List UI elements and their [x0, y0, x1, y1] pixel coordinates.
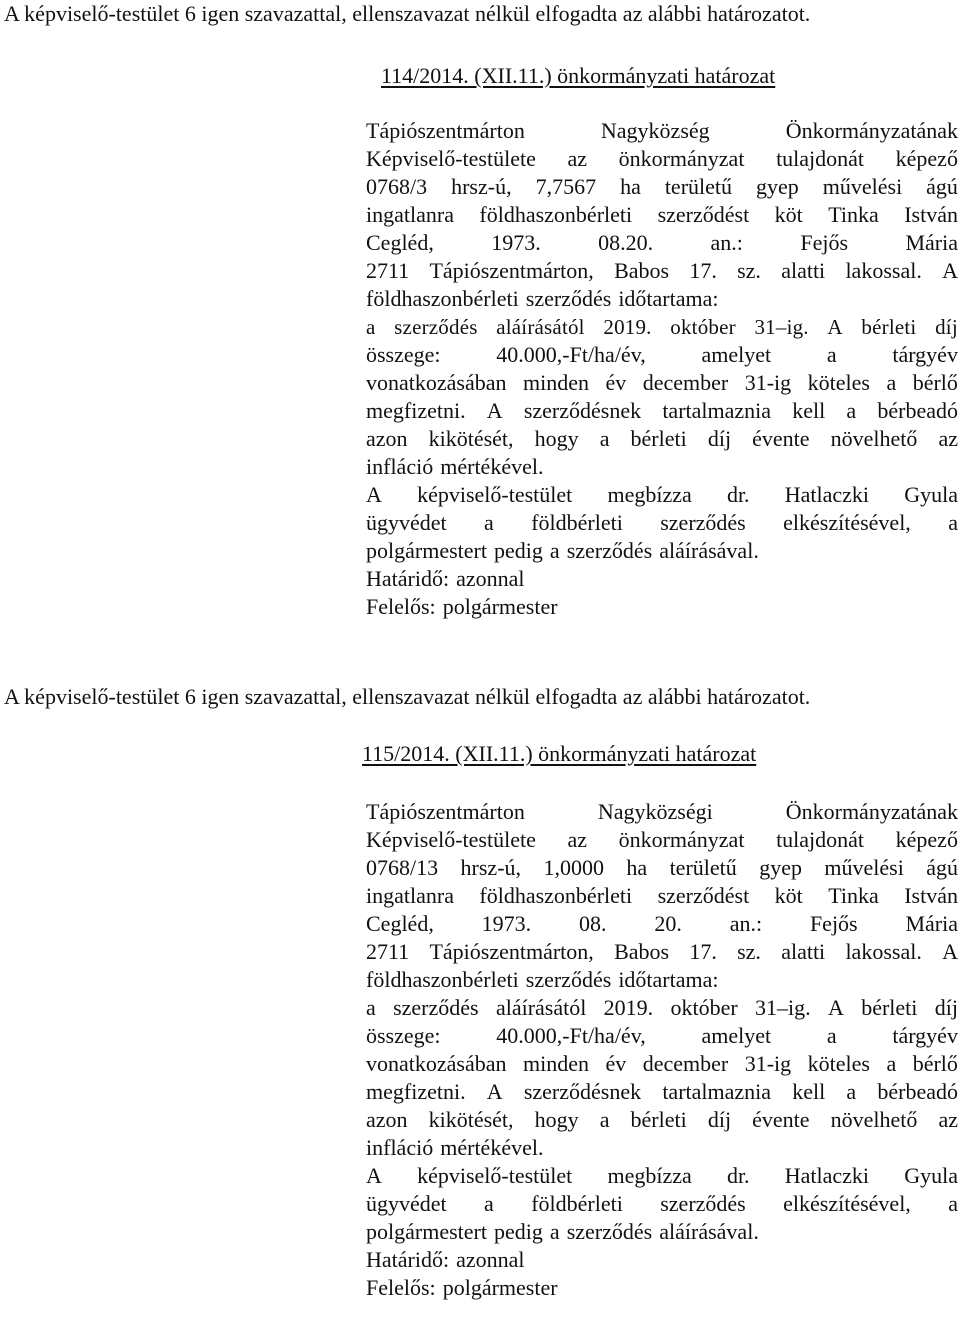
body-line [366, 117, 958, 145]
word: 1973. [491, 230, 541, 255]
word: bérleti [630, 1107, 687, 1132]
word: díj [707, 426, 732, 451]
body-line [366, 369, 958, 397]
word: képező [895, 827, 958, 852]
word: elkészítésével, [783, 510, 911, 535]
word: infláció [366, 454, 434, 479]
word: területű [664, 174, 733, 199]
word: azonnal [456, 566, 525, 591]
word: tartalmaznia [662, 1079, 772, 1104]
body-line [366, 509, 958, 537]
word: december [642, 1051, 729, 1076]
word: 0768/13 [366, 855, 439, 880]
word: A [366, 1163, 382, 1188]
word: 31–ig. [755, 995, 811, 1020]
word: sz. [737, 258, 761, 283]
word: 1973. [481, 911, 532, 936]
word: ha [620, 174, 641, 199]
word: sz. [737, 939, 761, 964]
word: A [486, 398, 503, 423]
word: képviselő-testület [417, 1163, 573, 1188]
word: bérleti [861, 995, 918, 1020]
word: évente [752, 1107, 810, 1132]
word: 31–ig. [754, 315, 809, 339]
body-line [366, 453, 958, 481]
word: Határidő: [366, 1247, 450, 1272]
word: a [599, 1107, 610, 1132]
word: A [366, 482, 382, 507]
word: 17. [689, 258, 717, 283]
body-line [366, 854, 958, 882]
responsible-line [366, 1274, 958, 1302]
body-line [366, 425, 958, 453]
word: ügyvédet [366, 1191, 447, 1216]
word: az [938, 426, 958, 451]
word: szerződés [525, 967, 612, 992]
word: szerződés [393, 995, 479, 1020]
word: ingatlanra [366, 883, 454, 908]
word: aláírásától [496, 315, 585, 339]
word: a [886, 1051, 897, 1076]
body-line [366, 882, 958, 910]
word: földhaszonbérleti [479, 202, 633, 227]
word: bérbeadó [877, 1079, 958, 1104]
word: Felelős: [366, 1275, 436, 1300]
word: bérleti [630, 426, 687, 451]
body-line [366, 341, 958, 369]
word: megfizetni. [366, 398, 466, 423]
word: Cegléd, [366, 230, 434, 255]
word: köt [774, 202, 803, 227]
word: azonnal [456, 1247, 525, 1272]
word: köteles [807, 1051, 870, 1076]
word: időtartama: [618, 286, 719, 311]
word: azon [366, 1107, 408, 1132]
word: szerződést [657, 202, 750, 227]
word: Tápiószentmárton [366, 118, 525, 143]
word: köteles [807, 370, 870, 395]
word: a [549, 538, 560, 563]
word: művelési [822, 174, 903, 199]
body-line [366, 910, 958, 938]
word: 31-ig [744, 1051, 792, 1076]
word: szerződést [657, 883, 750, 908]
word: Tápiószentmárton [366, 799, 525, 824]
word: polgármestert [366, 538, 487, 563]
word: bérleti [861, 315, 917, 339]
word: 31-ig [744, 370, 792, 395]
deadline-line [366, 565, 958, 593]
word: a [948, 510, 958, 535]
word: köt [774, 883, 803, 908]
word: ingatlanra [366, 202, 454, 227]
body-line [366, 798, 958, 826]
body-line [366, 285, 958, 313]
vote-result-line: A képviselő-testület 6 igen szavazattal, ellenszavazat nélkül elfogadta az alábbi határozatot. [4, 1, 811, 26]
word: szerződésnek [523, 1079, 642, 1104]
word: a [366, 315, 376, 339]
word: A [942, 939, 958, 964]
word: földbérleti [531, 510, 623, 535]
word: 2711 [366, 939, 410, 964]
word: 08. [579, 911, 607, 936]
word: szerződés [394, 315, 478, 339]
word: dr. [726, 1163, 750, 1188]
word: 2019. [603, 995, 654, 1020]
word: a [948, 1191, 958, 1216]
resolution-body [366, 798, 958, 1302]
body-line [366, 1106, 958, 1134]
body-line [366, 1022, 958, 1050]
word: Tinka [828, 202, 879, 227]
word: alatti [781, 939, 826, 964]
word: Fejős [800, 230, 849, 255]
word: polgármester [442, 1275, 558, 1300]
word: hrsz-ú, [451, 174, 512, 199]
word: a [599, 426, 610, 451]
word: Fejős [809, 911, 858, 936]
word: művelési [824, 855, 904, 880]
word: összege: [366, 342, 441, 367]
word: a [366, 995, 376, 1020]
word: képviselő-testület [417, 482, 573, 507]
word: a [484, 1191, 494, 1216]
body-line [366, 257, 958, 285]
word: megbízza [607, 482, 692, 507]
word: díj [707, 1107, 732, 1132]
word: időtartama: [618, 967, 719, 992]
word: növelhető [830, 426, 918, 451]
word: 40.000,-Ft/ha/év, [496, 342, 646, 367]
word: az [567, 827, 587, 852]
word: Tápiószentmárton, [429, 258, 594, 283]
word: megbízza [607, 1163, 692, 1188]
word: Mária [905, 230, 958, 255]
word: tartalmaznia [662, 398, 772, 423]
word: önkormányzat [618, 146, 745, 171]
body-line [366, 1078, 958, 1106]
word: szerződés [660, 1191, 746, 1216]
word: 2019. [603, 315, 652, 339]
word: földhaszonbérleti [366, 286, 519, 311]
word: Nagyközség [600, 118, 710, 143]
body-line [366, 1190, 958, 1218]
word: ágú [926, 174, 958, 199]
word: A [827, 315, 843, 339]
word: területű [669, 855, 737, 880]
word: a [846, 398, 857, 423]
word: október [670, 315, 736, 339]
word: tulajdonát [776, 146, 865, 171]
word: kell [792, 398, 826, 423]
word: december [642, 370, 729, 395]
word: megfizetni. [366, 1079, 466, 1104]
word: a [846, 1079, 857, 1104]
word: Önkormányzatának [785, 799, 958, 824]
word: szerződés [566, 538, 653, 563]
body-line [366, 966, 958, 994]
resolution-body [366, 117, 958, 621]
word: évente [752, 426, 810, 451]
word: mértékével. [440, 1135, 544, 1160]
body-line [366, 1134, 958, 1162]
vote-result-line: A képviselő-testület 6 igen szavazattal, ellenszavazat nélkül elfogadta az alábbi határozatot. [4, 684, 811, 709]
word: ha [626, 855, 648, 880]
word: István [904, 202, 958, 227]
word: szerződésnek [523, 398, 642, 423]
word: vonatkozásában [366, 370, 507, 395]
word: Cegléd, [366, 911, 434, 936]
word: tulajdonát [776, 827, 865, 852]
word: szerződés [566, 1219, 653, 1244]
deadline-line [366, 1246, 958, 1274]
word: tárgyév [892, 1023, 958, 1048]
word: földhaszonbérleti [366, 967, 519, 992]
word: a [826, 342, 837, 367]
body-line [366, 481, 958, 509]
word: Babos [614, 258, 670, 283]
body-line [366, 1162, 958, 1190]
body-line [366, 938, 958, 966]
word: dr. [726, 482, 750, 507]
word: képező [895, 146, 958, 171]
body-line [366, 313, 958, 341]
body-line [366, 145, 958, 173]
word: az [567, 146, 587, 171]
word: Felelős: [366, 594, 436, 619]
word: amelyet [701, 342, 772, 367]
word: a [549, 1219, 560, 1244]
word: polgármestert [366, 1219, 487, 1244]
word: A [827, 995, 844, 1020]
word: minden [522, 370, 589, 395]
word: önkormányzat [618, 827, 745, 852]
word: azon [366, 426, 408, 451]
word: aláírásával. [659, 1219, 759, 1244]
word: lakossal. [845, 939, 922, 964]
word: lakossal. [845, 258, 922, 283]
word: 0768/3 [366, 174, 428, 199]
resolution-number-heading: 115/2014. (XII.11.) önkormányzati határozat [362, 741, 757, 766]
word: hogy [534, 426, 579, 451]
word: bérbeadó [877, 398, 958, 423]
word: Hatlaczki [784, 482, 870, 507]
body-line [366, 397, 958, 425]
word: Gyula [904, 482, 958, 507]
word: infláció [366, 1135, 434, 1160]
word: pedig [494, 1219, 543, 1244]
word: Gyula [904, 1163, 958, 1188]
word: Önkormányzatának [785, 118, 958, 143]
responsible-line [366, 593, 958, 621]
word: 1,0000 [543, 855, 604, 880]
word: tárgyév [892, 342, 958, 367]
body-line [366, 826, 958, 854]
word: bérlő [912, 370, 958, 395]
word: an.: [710, 230, 743, 255]
body-line [366, 1218, 958, 1246]
word: az [938, 1107, 958, 1132]
word: alatti [781, 258, 826, 283]
word: aláírásától [495, 995, 587, 1020]
word: szerződés [660, 510, 746, 535]
word: Képviselő-testülete [366, 146, 536, 171]
word: hogy [534, 1107, 579, 1132]
word: Határidő: [366, 566, 450, 591]
word: polgármester [442, 594, 558, 619]
word: bérlő [912, 1051, 958, 1076]
word: gyep [756, 174, 799, 199]
word: aláírásával. [659, 538, 759, 563]
word: a [826, 1023, 837, 1048]
word: A [486, 1079, 503, 1104]
word: Nagyközségi [597, 799, 713, 824]
word: an.: [729, 911, 763, 936]
word: hrsz-ú, [460, 855, 522, 880]
word: ügyvédet [366, 510, 447, 535]
word: Tápiószentmárton, [429, 939, 594, 964]
word: A [942, 258, 958, 283]
word: minden [522, 1051, 589, 1076]
word: díj [935, 315, 958, 339]
word: ágú [926, 855, 958, 880]
word: év [605, 1051, 627, 1076]
body-line [366, 173, 958, 201]
word: növelhető [830, 1107, 918, 1132]
word: vonatkozásában [366, 1051, 507, 1076]
word: Babos [614, 939, 670, 964]
word: Tinka [828, 883, 879, 908]
word: év [605, 370, 627, 395]
word: pedig [494, 538, 543, 563]
body-line [366, 201, 958, 229]
word: István [904, 883, 958, 908]
word: 17. [689, 939, 717, 964]
word: 7,7567 [535, 174, 597, 199]
word: Képviselő-testülete [366, 827, 536, 852]
word: földbérleti [531, 1191, 623, 1216]
word: kikötését, [428, 1107, 514, 1132]
word: kell [792, 1079, 826, 1104]
body-line [366, 1050, 958, 1078]
word: a [886, 370, 897, 395]
word: Hatlaczki [784, 1163, 870, 1188]
word: elkészítésével, [783, 1191, 911, 1216]
word: kikötését, [428, 426, 514, 451]
word: szerződés [525, 286, 612, 311]
word: mértékével. [440, 454, 544, 479]
word: 40.000,-Ft/ha/év, [496, 1023, 646, 1048]
body-line [366, 537, 958, 565]
word: földhaszonbérleti [479, 883, 633, 908]
word: Mária [905, 911, 958, 936]
word: összege: [366, 1023, 441, 1048]
resolution-number-heading: 114/2014. (XII.11.) önkormányzati határozat [381, 63, 776, 88]
body-line [366, 229, 958, 257]
word: október [670, 995, 738, 1020]
word: gyep [759, 855, 802, 880]
word: díj [934, 995, 958, 1020]
word: 08.20. [598, 230, 654, 255]
word: 2711 [366, 258, 410, 283]
body-line [366, 994, 958, 1022]
word: 20. [654, 911, 682, 936]
word: a [484, 510, 494, 535]
word: amelyet [701, 1023, 772, 1048]
